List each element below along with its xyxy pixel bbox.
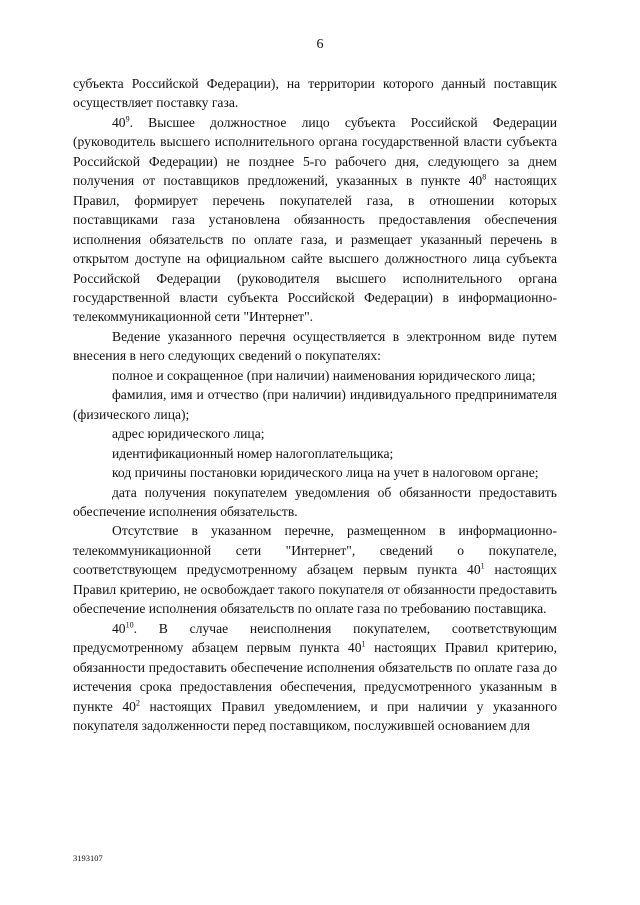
list-item-inn: идентификационный номер налогоплательщика; bbox=[112, 445, 394, 461]
reference-superscript: 8 bbox=[482, 172, 487, 182]
list-item-address: адрес юридического лица; bbox=[112, 426, 265, 442]
clause-text-end: настоящих Правил уведомлением, и при наличии у указанного покупателя задолженности перед поставщиком, послужившей основанием для bbox=[73, 698, 557, 733]
clause-text-continued: настоящих Правил критерию, обязанности предоставить обеспечение исполнения обязательств по оплате газа до истечения срока предоставления обеспечения, предусмотренного указанным в пункте 40 bbox=[73, 640, 557, 714]
clause-text: . В случае неисполнения покупателем, соответствующим предусмотренному абзацем первым пункта 40 bbox=[73, 620, 557, 656]
reference-superscript: 1 bbox=[361, 639, 366, 649]
list-item-full-name: фамилия, имя и отчество (при наличии) индивидуального предпринимателя (физического лица); bbox=[73, 387, 557, 422]
paragraph-absence bbox=[73, 521, 557, 618]
document-body bbox=[73, 74, 557, 735]
paragraph-continuation: субъекта Российской Федерации), на территории которого данный поставщик осуществляет поставку газа. bbox=[73, 76, 557, 111]
list-item-name: полное и сокращенное (при наличии) наименования юридического лица; bbox=[112, 367, 536, 383]
page-number: 6 bbox=[316, 37, 324, 52]
clause-superscript: 10 bbox=[125, 620, 134, 630]
clause-number: 40 bbox=[112, 620, 126, 636]
reference-superscript-2: 2 bbox=[135, 697, 140, 707]
paragraph-text-continued: настоящих Правил критерию, не освобождает такого покупателя от обязанности предоставить обеспечение исполнения обязательств по оплате газа по требованию поставщика. bbox=[73, 562, 557, 617]
list-item-notification-date: дата получения покупателем уведомления об обязанности предоставить обеспечение исполнения обязательств. bbox=[73, 484, 557, 519]
list-item-kpp: код причины постановки юридического лица на учет в налоговом органе; bbox=[112, 465, 539, 481]
clause-text-continued: настоящих Правил, формирует перечень покупателей газа, в отношении которых поставщиками газа установлена обязанность предоставления обеспечения исполнения обязательств по оплате газа, и размещает указанный перечень в открытом доступе на официальном сайте высшего должностного лица субъекта Российской Федерации (руководителя высшего исполнительного органа государственной власти субъекта Российской Федерации) в информационно-телекоммуникационной сети "Интернет". bbox=[73, 173, 557, 325]
clause-superscript: 9 bbox=[125, 114, 130, 124]
paragraph-text: Отсутствие в указанном перечне, размещенном в информационно-телекоммуникационной сети "Интернет", сведений о покупателе, соответствующем предусмотренному абзацем первым пункта 40 bbox=[73, 523, 557, 578]
clause-text: . Высшее должностное лицо субъекта Российской Федерации (руководитель высшего исполнительного органа государственной власти субъекта Российской Федерации) не позднее 5-го рабочего дня, следующего за днем получения от поставщиков предложений, указанных в пункте 40 bbox=[73, 114, 557, 189]
clause-number: 40 bbox=[112, 114, 126, 130]
paragraph-list-intro: Ведение указанного перечня осуществляется в электронном виде путем внесения в него следующих сведений о покупателях: bbox=[73, 328, 557, 364]
reference-superscript: 1 bbox=[480, 561, 485, 571]
paragraph-clause-40-9 bbox=[73, 113, 557, 327]
document-code: 3193107 bbox=[73, 853, 103, 863]
paragraph-clause-40-10 bbox=[73, 619, 557, 736]
